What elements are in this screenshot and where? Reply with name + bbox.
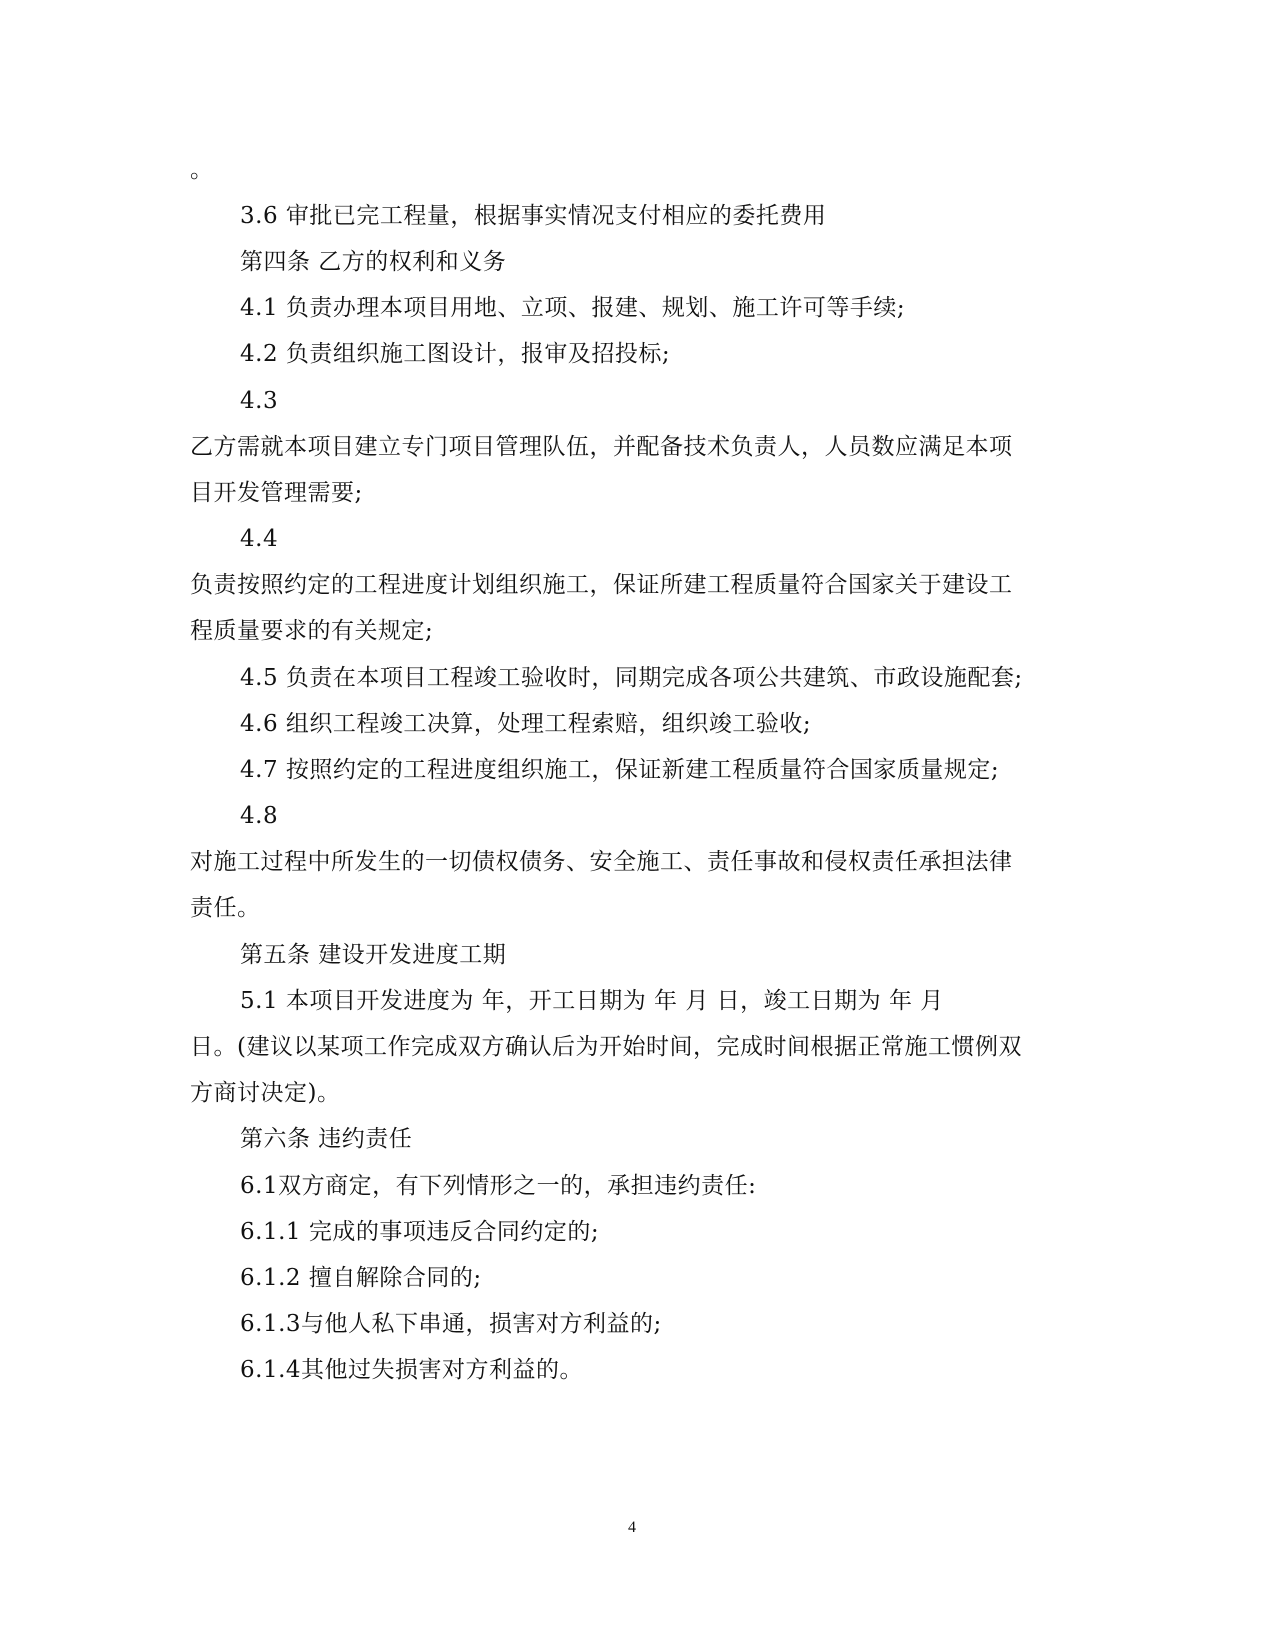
text-line: 对施工过程中所发生的一切债权债务、安全施工、责任事故和侵权责任承担法律 (190, 849, 1013, 875)
text-line: 程质量要求的有关规定; (190, 618, 434, 644)
text-line: 4.5 负责在本项目工程竣工验收时，同期完成各项公共建筑、市政设施配套; (240, 665, 1023, 691)
text-line: 4.3 (240, 388, 279, 414)
text-line: 3.6 审批已完工程量，根据事实情况支付相应的委托费用 (240, 203, 827, 229)
text-line: 4.7 按照约定的工程进度组织施工，保证新建工程质量符合国家质量规定; (240, 757, 1000, 783)
text-line: 6.1.2 擅自解除合同的; (240, 1265, 482, 1291)
section-heading: 第五条 建设开发进度工期 (240, 942, 507, 968)
text-line: 6.1双方商定，有下列情形之一的，承担违约责任: (240, 1173, 757, 1199)
text-line: 方商讨决定)。 (190, 1080, 341, 1106)
section-heading: 第四条 乙方的权利和义务 (240, 249, 507, 275)
text-line: 4.2 负责组织施工图设计，报审及招投标; (240, 341, 671, 367)
text-line: 目开发管理需要; (190, 480, 363, 506)
text-line: 6.1.3与他人私下串通，损害对方利益的; (240, 1311, 662, 1337)
text-line: 4.4 (240, 526, 279, 552)
text-line: 6.1.1 完成的事项违反合同约定的; (240, 1219, 600, 1245)
text-line: 4.1 负责办理本项目用地、立项、报建、规划、施工许可等手续; (240, 295, 906, 321)
page-number: 4 (628, 1519, 636, 1536)
text-line: 乙方需就本项目建立专门项目管理队伍，并配备技术负责人，人员数应满足本项 (190, 434, 1013, 460)
text-line: 4.8 (240, 803, 279, 829)
text-line: 6.1.4其他过失损害对方利益的。 (240, 1357, 584, 1383)
text-line: 日。(建议以某项工作完成双方确认后为开始时间，完成时间根据正常施工惯例双 (190, 1034, 1022, 1060)
text-line: 。 (190, 157, 214, 183)
text-line: 负责按照约定的工程进度计划组织施工，保证所建工程质量符合国家关于建设工 (190, 572, 1013, 598)
section-heading: 第六条 违约责任 (240, 1126, 413, 1152)
text-line: 5.1 本项目开发进度为 年，开工日期为 年 月 日，竣工日期为 年 月 (240, 988, 944, 1014)
text-line: 责任。 (190, 895, 261, 921)
text-line: 4.6 组织工程竣工决算，处理工程索赔，组织竣工验收; (240, 711, 812, 737)
